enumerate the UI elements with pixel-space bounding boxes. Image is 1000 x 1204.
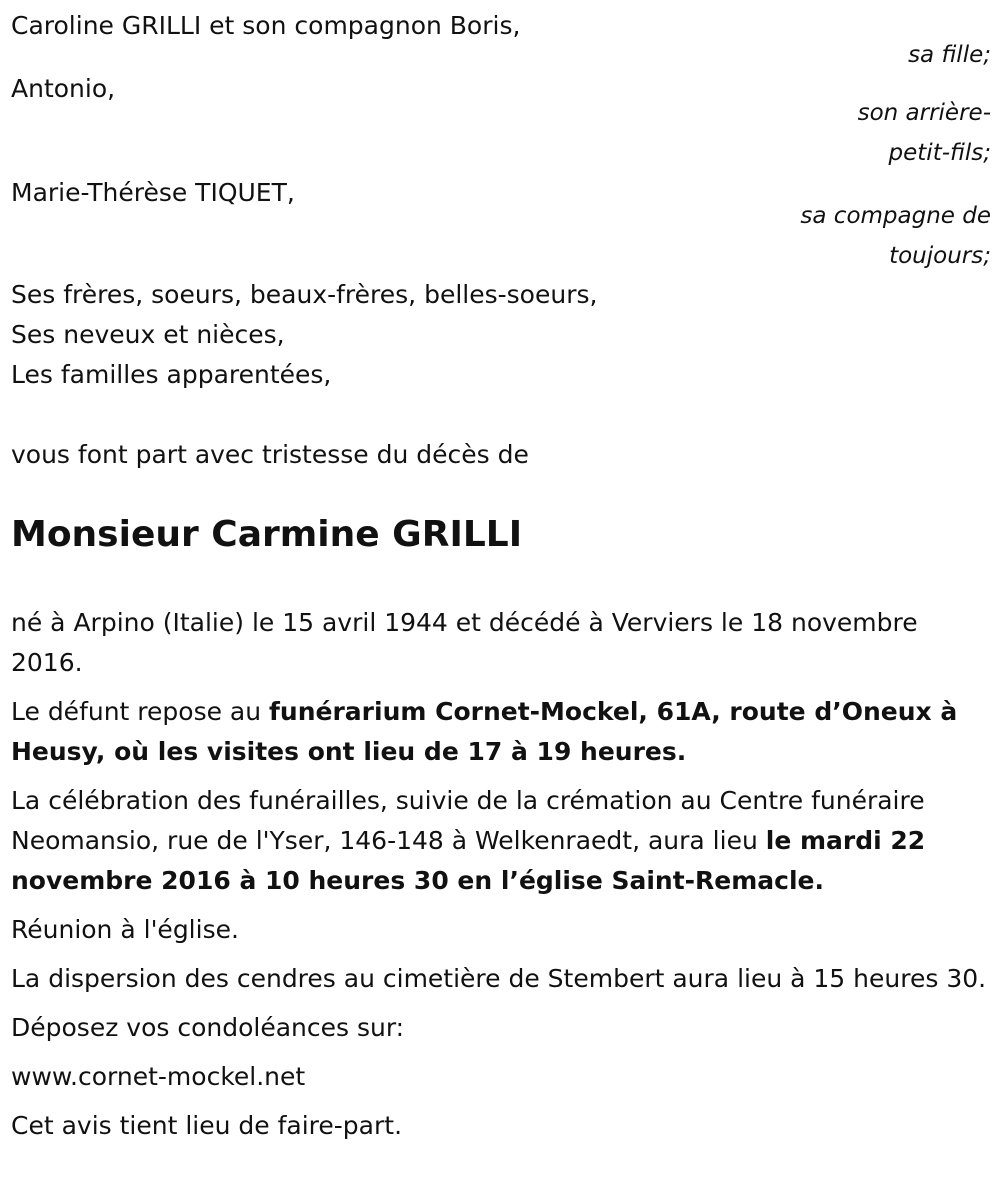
relatives-line: Les familles apparentées, bbox=[11, 360, 332, 389]
website-link[interactable]: www.cornet-mockel.net bbox=[11, 1062, 306, 1091]
closing-text: Cet avis tient lieu de faire-part. bbox=[11, 1111, 403, 1140]
family-relation: sa fille; bbox=[908, 42, 991, 68]
family-member-name: Caroline GRILLI et son compagnon Boris, bbox=[11, 11, 521, 40]
condolences-website bbox=[11, 1057, 989, 1097]
family-entry-daughter bbox=[11, 6, 991, 66]
ceremony-info bbox=[11, 781, 989, 901]
other-relatives bbox=[11, 275, 597, 395]
relatives-line: Ses neveux et nièces, bbox=[11, 320, 285, 349]
repose-lead: Le défunt repose au bbox=[11, 697, 270, 726]
condolences-label: Déposez vos condoléances sur: bbox=[11, 1013, 405, 1042]
family-relation: son arrière- bbox=[857, 100, 991, 126]
ceremony-lead: La célébration des funérailles, suivie de la crémation au Centre funéraire Neomansio, rue de l'Yser, 146-148 à Welkenraedt, aura lieu bbox=[11, 786, 925, 855]
family-relation: sa compagne de bbox=[800, 203, 991, 229]
family-member-name: Marie-Thérèse TIQUET, bbox=[11, 178, 295, 207]
repose-details: funérarium Cornet-Mockel, 61A, route d’Oneux à Heusy, où les visites ont lieu de 17 à 19 heures. bbox=[11, 697, 958, 766]
family-entry-companion bbox=[11, 173, 991, 273]
obituary-body bbox=[11, 603, 989, 1146]
repose-info bbox=[11, 692, 989, 772]
deceased-name: Monsieur Carmine GRILLI bbox=[11, 514, 523, 555]
family-relation: petit-fils; bbox=[888, 140, 991, 166]
ceremony-details: le mardi 22 novembre 2016 à 10 heures 30 en l’église Saint-Remacle. bbox=[11, 826, 926, 895]
birth-death-info: né à Arpino (Italie) le 15 avril 1944 et décédé à Verviers le 18 novembre 2016. bbox=[11, 608, 918, 677]
family-member-name: Antonio, bbox=[11, 74, 116, 103]
reunion-info: Réunion à l'église. bbox=[11, 915, 239, 944]
family-relation: toujours; bbox=[889, 243, 991, 269]
family-entry-great-grandson bbox=[11, 69, 991, 169]
dispersion-info: La dispersion des cendres au cimetière de Stembert aura lieu à 15 heures 30. bbox=[11, 964, 987, 993]
announcement-text: vous font part avec tristesse du décès de bbox=[11, 440, 529, 469]
relatives-line: Ses frères, soeurs, beaux-frères, belles-soeurs, bbox=[11, 280, 598, 309]
